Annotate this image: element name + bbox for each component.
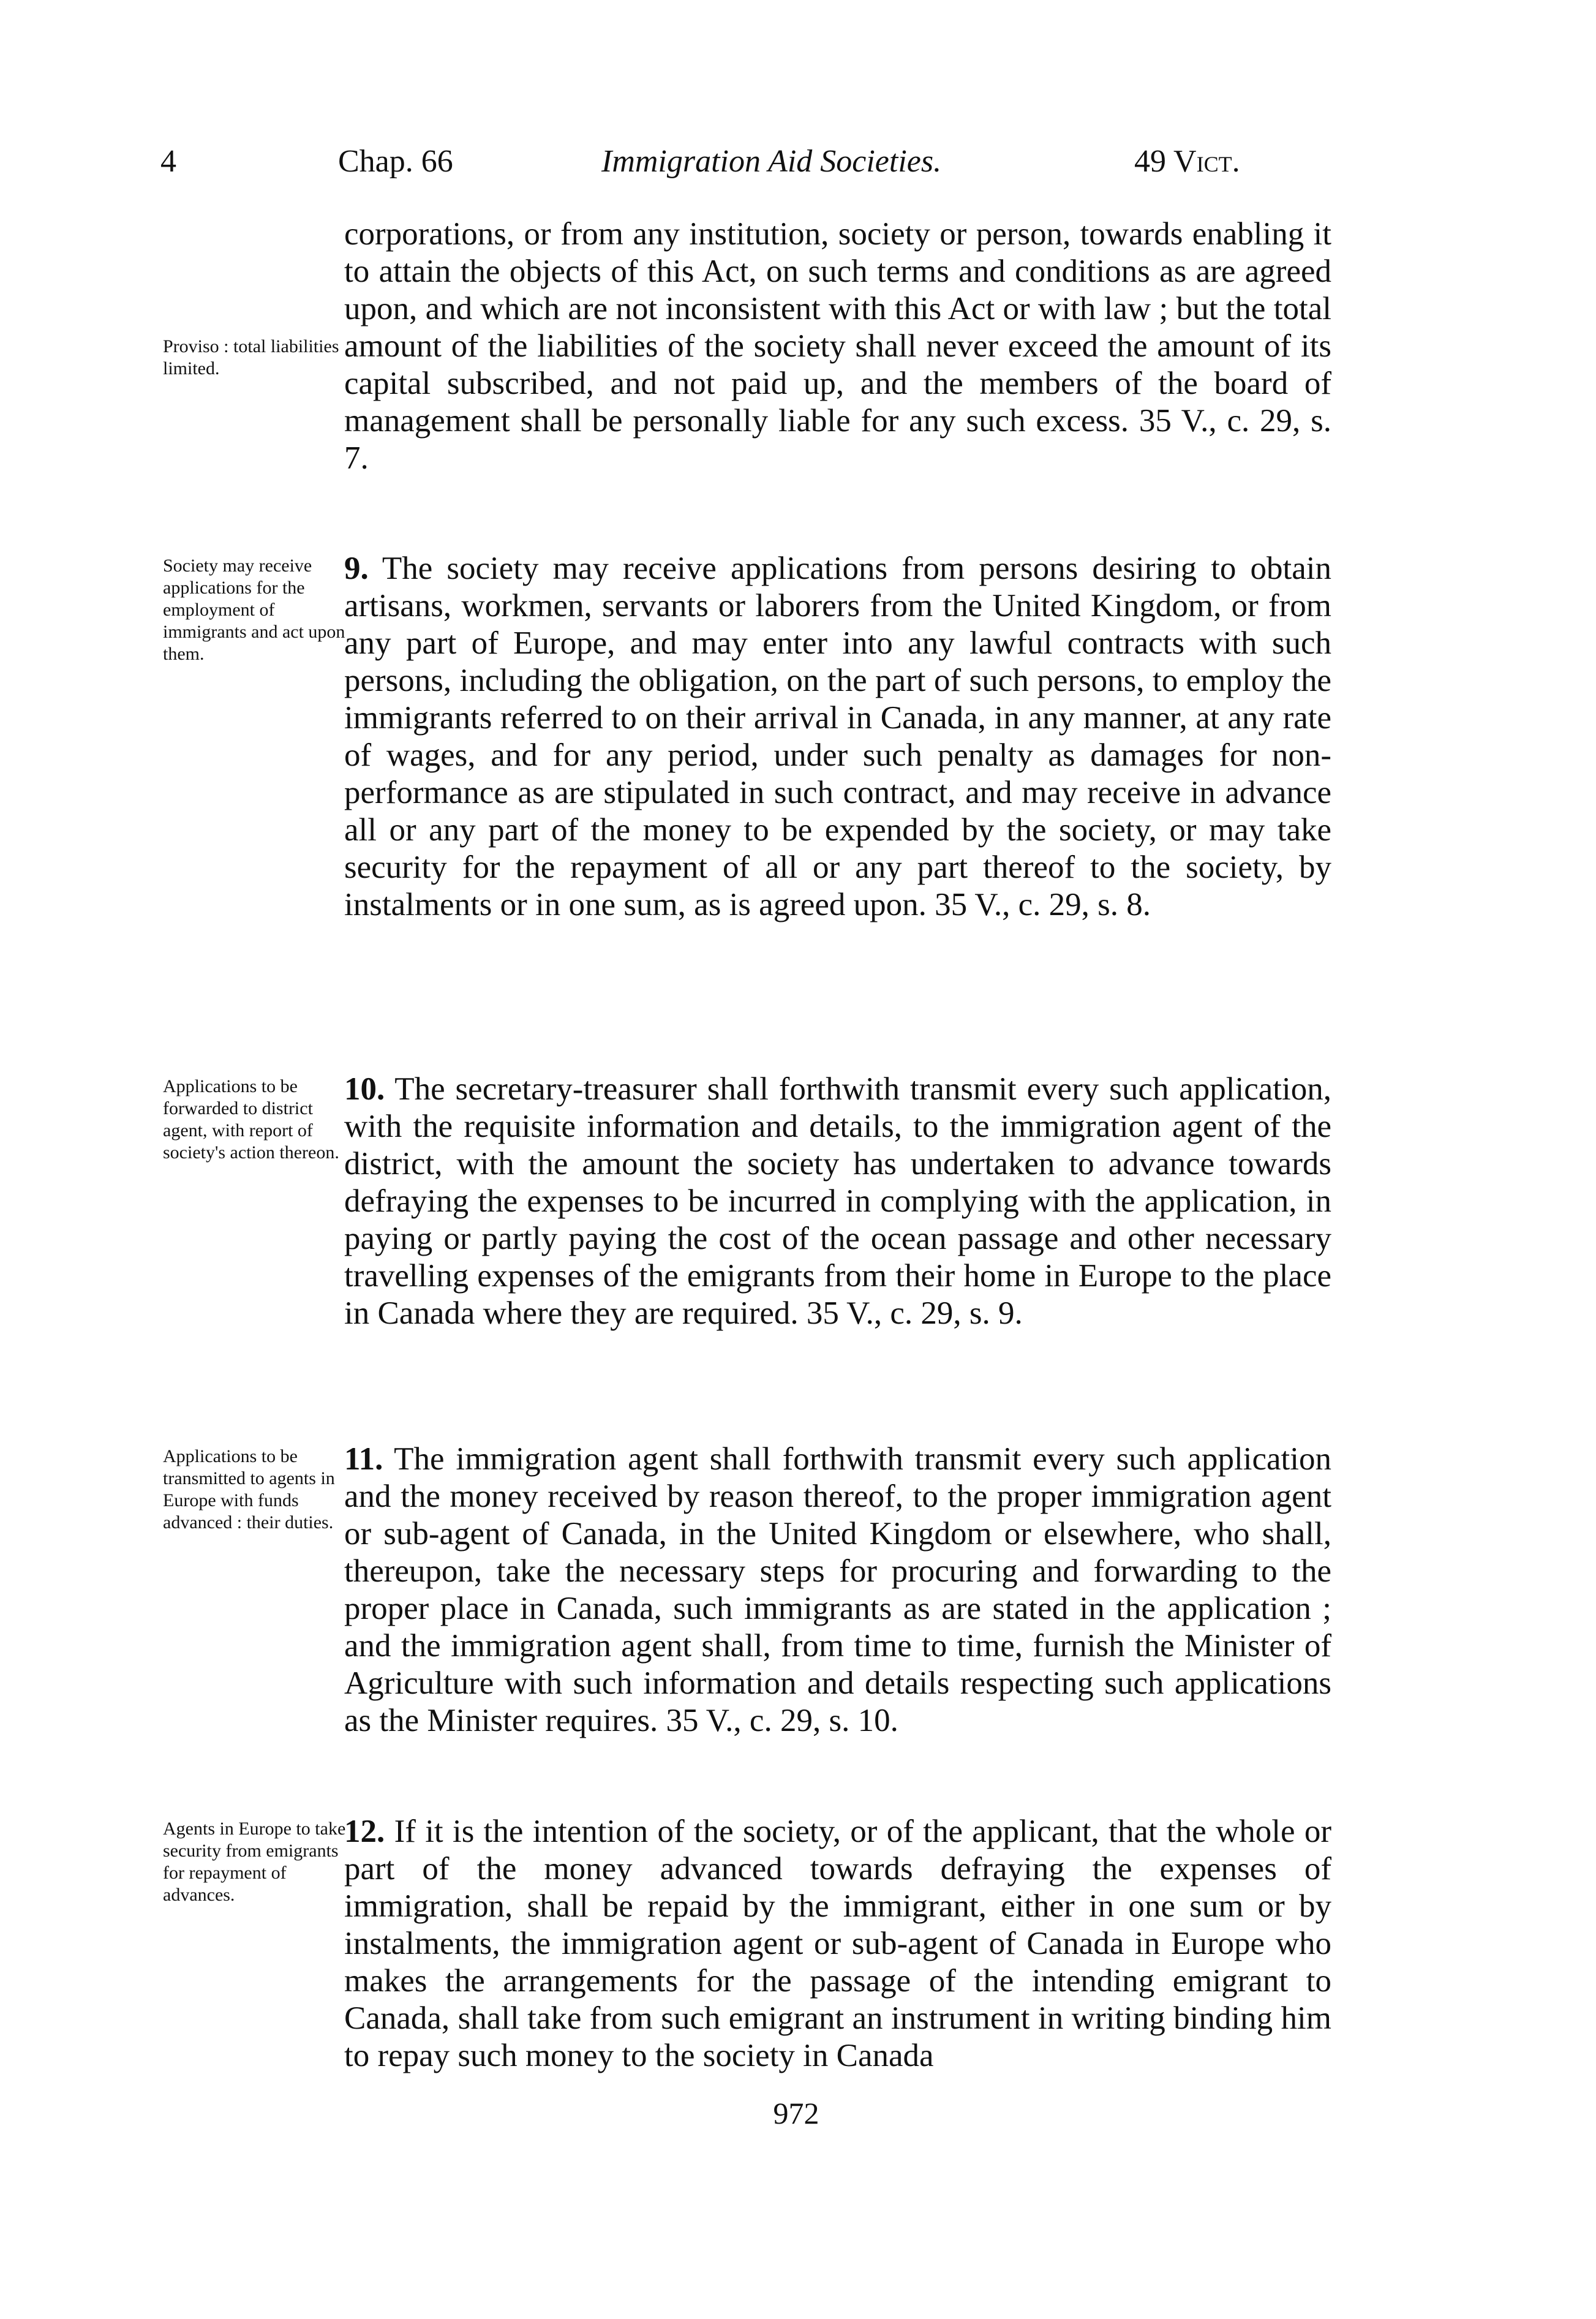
section-11	[344, 1441, 1331, 1740]
section-text: If it is the intention of the society, or of the applicant, that the whole or part of the money advanced towards defraying the expenses of immigration, shall be repaid by the immigrant, either in one sum or by instalments, the immigration agent or sub-agent of Canada in Europe who makes the arrangements for the passage of the intending emigrant to Canada, shall take from such emigrant an instrument in writing binding him to repay such money to the society in Canada	[344, 1814, 1332, 2073]
chapter-label: Chap. 66	[338, 144, 453, 179]
section-number: 12.	[344, 1814, 385, 1849]
section-number: 11.	[344, 1441, 383, 1477]
margin-note-section-12: Agents in Europe to take security from emigrants for repayment of advances.	[163, 1819, 346, 1905]
section-text: The society may receive applications from persons desiring to obtain artisans, workmen, servants or laborers from the United Kingdom, or from any part of Europe, and may enter into any lawful contracts with such persons, including the obligation, on the part of such persons, to employ the immigrants referred to on their arrival in Canada, in any manner, at any rate of wages, and for any period, under such penalty as damages for non-performance as are stipulated in such contract, and may receive in advance all or any part of the money to be expended by the society, or may take security for the repayment of all or any part thereof to the society, by instalments or in one sum, as is agreed upon. 35 V., c. 29, s. 8.	[344, 551, 1331, 922]
running-head	[160, 140, 1336, 184]
margin-note-section-11: Applications to be transmitted to agents in Europe with funds advanced : their duties.	[163, 1446, 335, 1533]
section-10	[344, 1071, 1331, 1332]
page-number: 4	[160, 144, 176, 179]
margin-note-section-9: Society may receive applications for the employment of immigrants and act upon them.	[163, 556, 345, 664]
section-12	[344, 1813, 1331, 2075]
section-number: 9.	[344, 551, 369, 586]
section-9	[344, 550, 1331, 924]
section-text: The secretary-treasurer shall forthwith transmit every such application, with the requisite information and details, to the immigration agent of the district, with the amount the society has undertaken to advance towards defraying the expenses to be incurred in complying with the application, in paying or partly paying the cost of the ocean passage and other necessary travelling expenses of the emigrants from their home in Europe to the place in Canada where they are required. 35 V., c. 29, s. 9.	[344, 1071, 1332, 1331]
section-number: 10.	[344, 1071, 385, 1107]
regnal-year: 49 Vict.	[1134, 144, 1240, 179]
section-text: The immigration agent shall forthwith transmit every such application and the money received by reason thereof, to the proper immigration agent or sub-agent of Canada, in the United Kingdom or elsewhere, who shall, thereupon, take the necessary steps for procuring and forwarding to the proper place in Canada, such immigrants as are stated in the application ; and the immigration agent shall, from time to time, furnish the Minister of Agriculture with such information and details respecting such applications as the Minister requires. 35 V., c. 29, s. 10.	[344, 1441, 1331, 1738]
continuation-paragraph	[344, 216, 1331, 477]
folio-number: 972	[773, 2096, 819, 2130]
margin-note-section-10: Applications to be forwarded to district agent, with report of society's action thereon.	[163, 1076, 339, 1163]
margin-note-proviso: Proviso : total liabilities limited.	[163, 336, 339, 379]
running-title: Immigration Aid Societies.	[601, 144, 942, 179]
paragraph-text: corporations, or from any institution, society or person, towards enabling it to attain the objects of this Act, on such terms and conditions as are agreed upon, and which are not inconsistent with this Act or with law ; but the total amount of the liabilities of the society shall never exceed the amount of its capital subscribed, and not paid up, and the members of the board of management shall be personally liable for any such excess. 35 V., c. 29, s. 7.	[344, 216, 1331, 476]
